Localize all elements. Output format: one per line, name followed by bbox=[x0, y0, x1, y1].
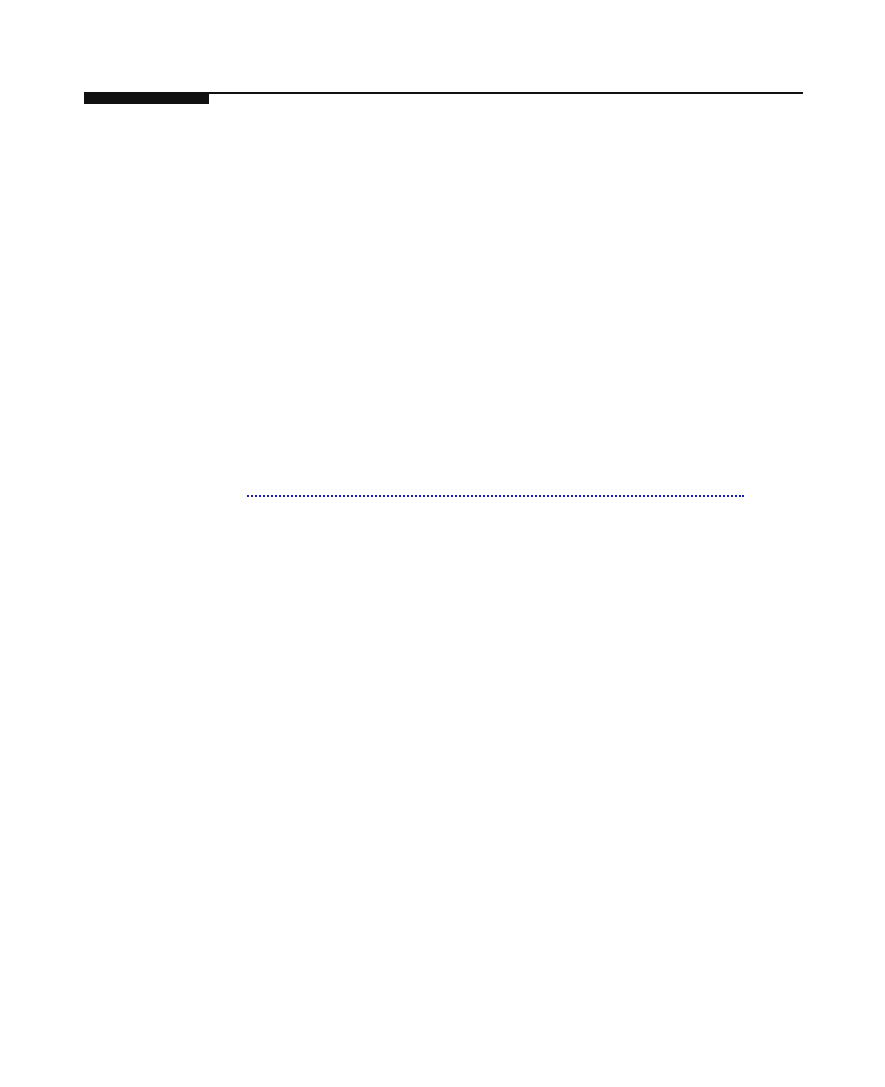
header-rule-bar bbox=[84, 94, 209, 104]
toc-leader bbox=[244, 479, 744, 503]
toc-annex-entry[interactable] bbox=[0, 479, 885, 503]
annex-title bbox=[244, 483, 247, 499]
